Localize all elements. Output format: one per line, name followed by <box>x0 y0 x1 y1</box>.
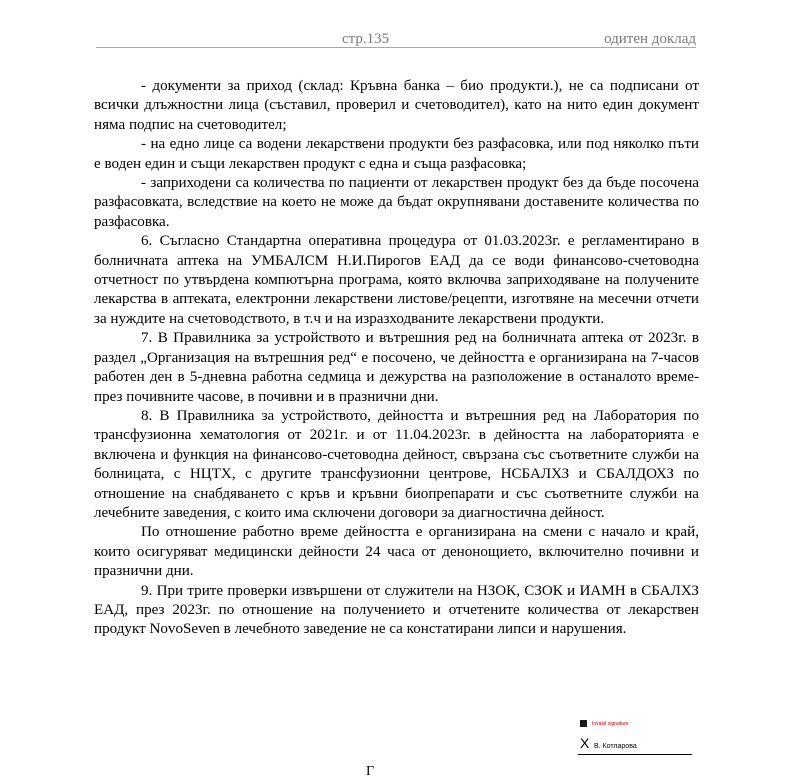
page-number: стр.135 <box>342 31 390 47</box>
paragraph: 6. Съгласно Стандартна оперативна процедура от 01.03.2023г. е регламентирано в болничната аптека на УМБАЛСМ Н.И.Пирогов ЕАД да се води финансово-счетоводна отчетност по утвърдена компютърна програма, която включва заприходяване на получените лекарства в аптеката, електронни лекарствени листове/рецепти, изготвяне на месечни отчети за нуждите на счетоводството, в т.ч и на изразходваните лекарствени продукти. <box>94 233 699 327</box>
signature-mark: X <box>580 735 590 751</box>
warning-icon <box>580 720 587 727</box>
signature-note: Invalid signature <box>592 720 629 727</box>
page-header <box>96 28 696 48</box>
document-title: одитен доклад <box>604 31 696 47</box>
paragraph: - заприходени са количества по пациенти от лекарствен продукт без да бъде посочена разфасовката, вследствие на което не може да бъдат окрупнявани доставените количества по разфасовка. <box>94 175 699 230</box>
paragraph: 7. В Правилника за устройството и вътрешния ред на болничната аптека от 2023г. в раздел „Организация на вътрешния ред“ е посочено, че дейността е организирана на 7-часов работен ден в 5-дневна работна седмица и дежурства на разположение в останалото време-през почивните часове, в почивни и в празнични дни. <box>94 330 699 405</box>
paragraph: 9. При трите проверки извършени от служители на НЗОК, СЗОК и ИАМН в СБАЛХЗ ЕАД, през 2023г. по отношение на получението и отчетените количества от лекарствен продукт NovoSeven в лечебното заведение не са констатирани липси и нарушения. <box>94 582 699 638</box>
paragraph: По отношение работно време дейността е организирана на смени с начало и край, които осигуряват медицински дейности 24 часа от денонощието, включително почивни и празнични дни. <box>94 524 699 580</box>
signer-name: В. Котларова <box>594 743 637 750</box>
document-body <box>94 77 699 640</box>
paragraph: - документи за приход (склад: Кръвна банка – био продукти.), не са подписани от всички длъжностни лица (съставил, проверил и счетоводител), като на нито един документ няма подпис на счетоводител; <box>94 78 699 133</box>
footer-fragment: Г <box>366 764 375 779</box>
paragraph: 8. В Правилника за устройството, дейността и вътрешния ред на Лаборатория по трансфузионна хематология от 2021г. и от 11.04.2023г. в дейността на лабораторията е включена и функция на финансово-счетоводна дейност, свързана със съответните служби на болницата, с НЦТХ, с другите трансфузионни центрове, НСБАЛХЗ и СБАЛДОХЗ по отношение на снабдяването с кръв и кръвни биопрепарати и със съответните служби на лечебните заведения, с които има сключени договори за диагностична дейност. <box>94 407 699 521</box>
signature-line <box>578 754 692 755</box>
paragraph: - на едно лице са водени лекарствени продукти без разфасовка, или под няколко пъти е воден един и същи лекарствен продукт с една и съща разфасовка; <box>94 136 699 172</box>
digital-signature-block[interactable] <box>578 717 692 757</box>
signature-status <box>580 720 628 727</box>
